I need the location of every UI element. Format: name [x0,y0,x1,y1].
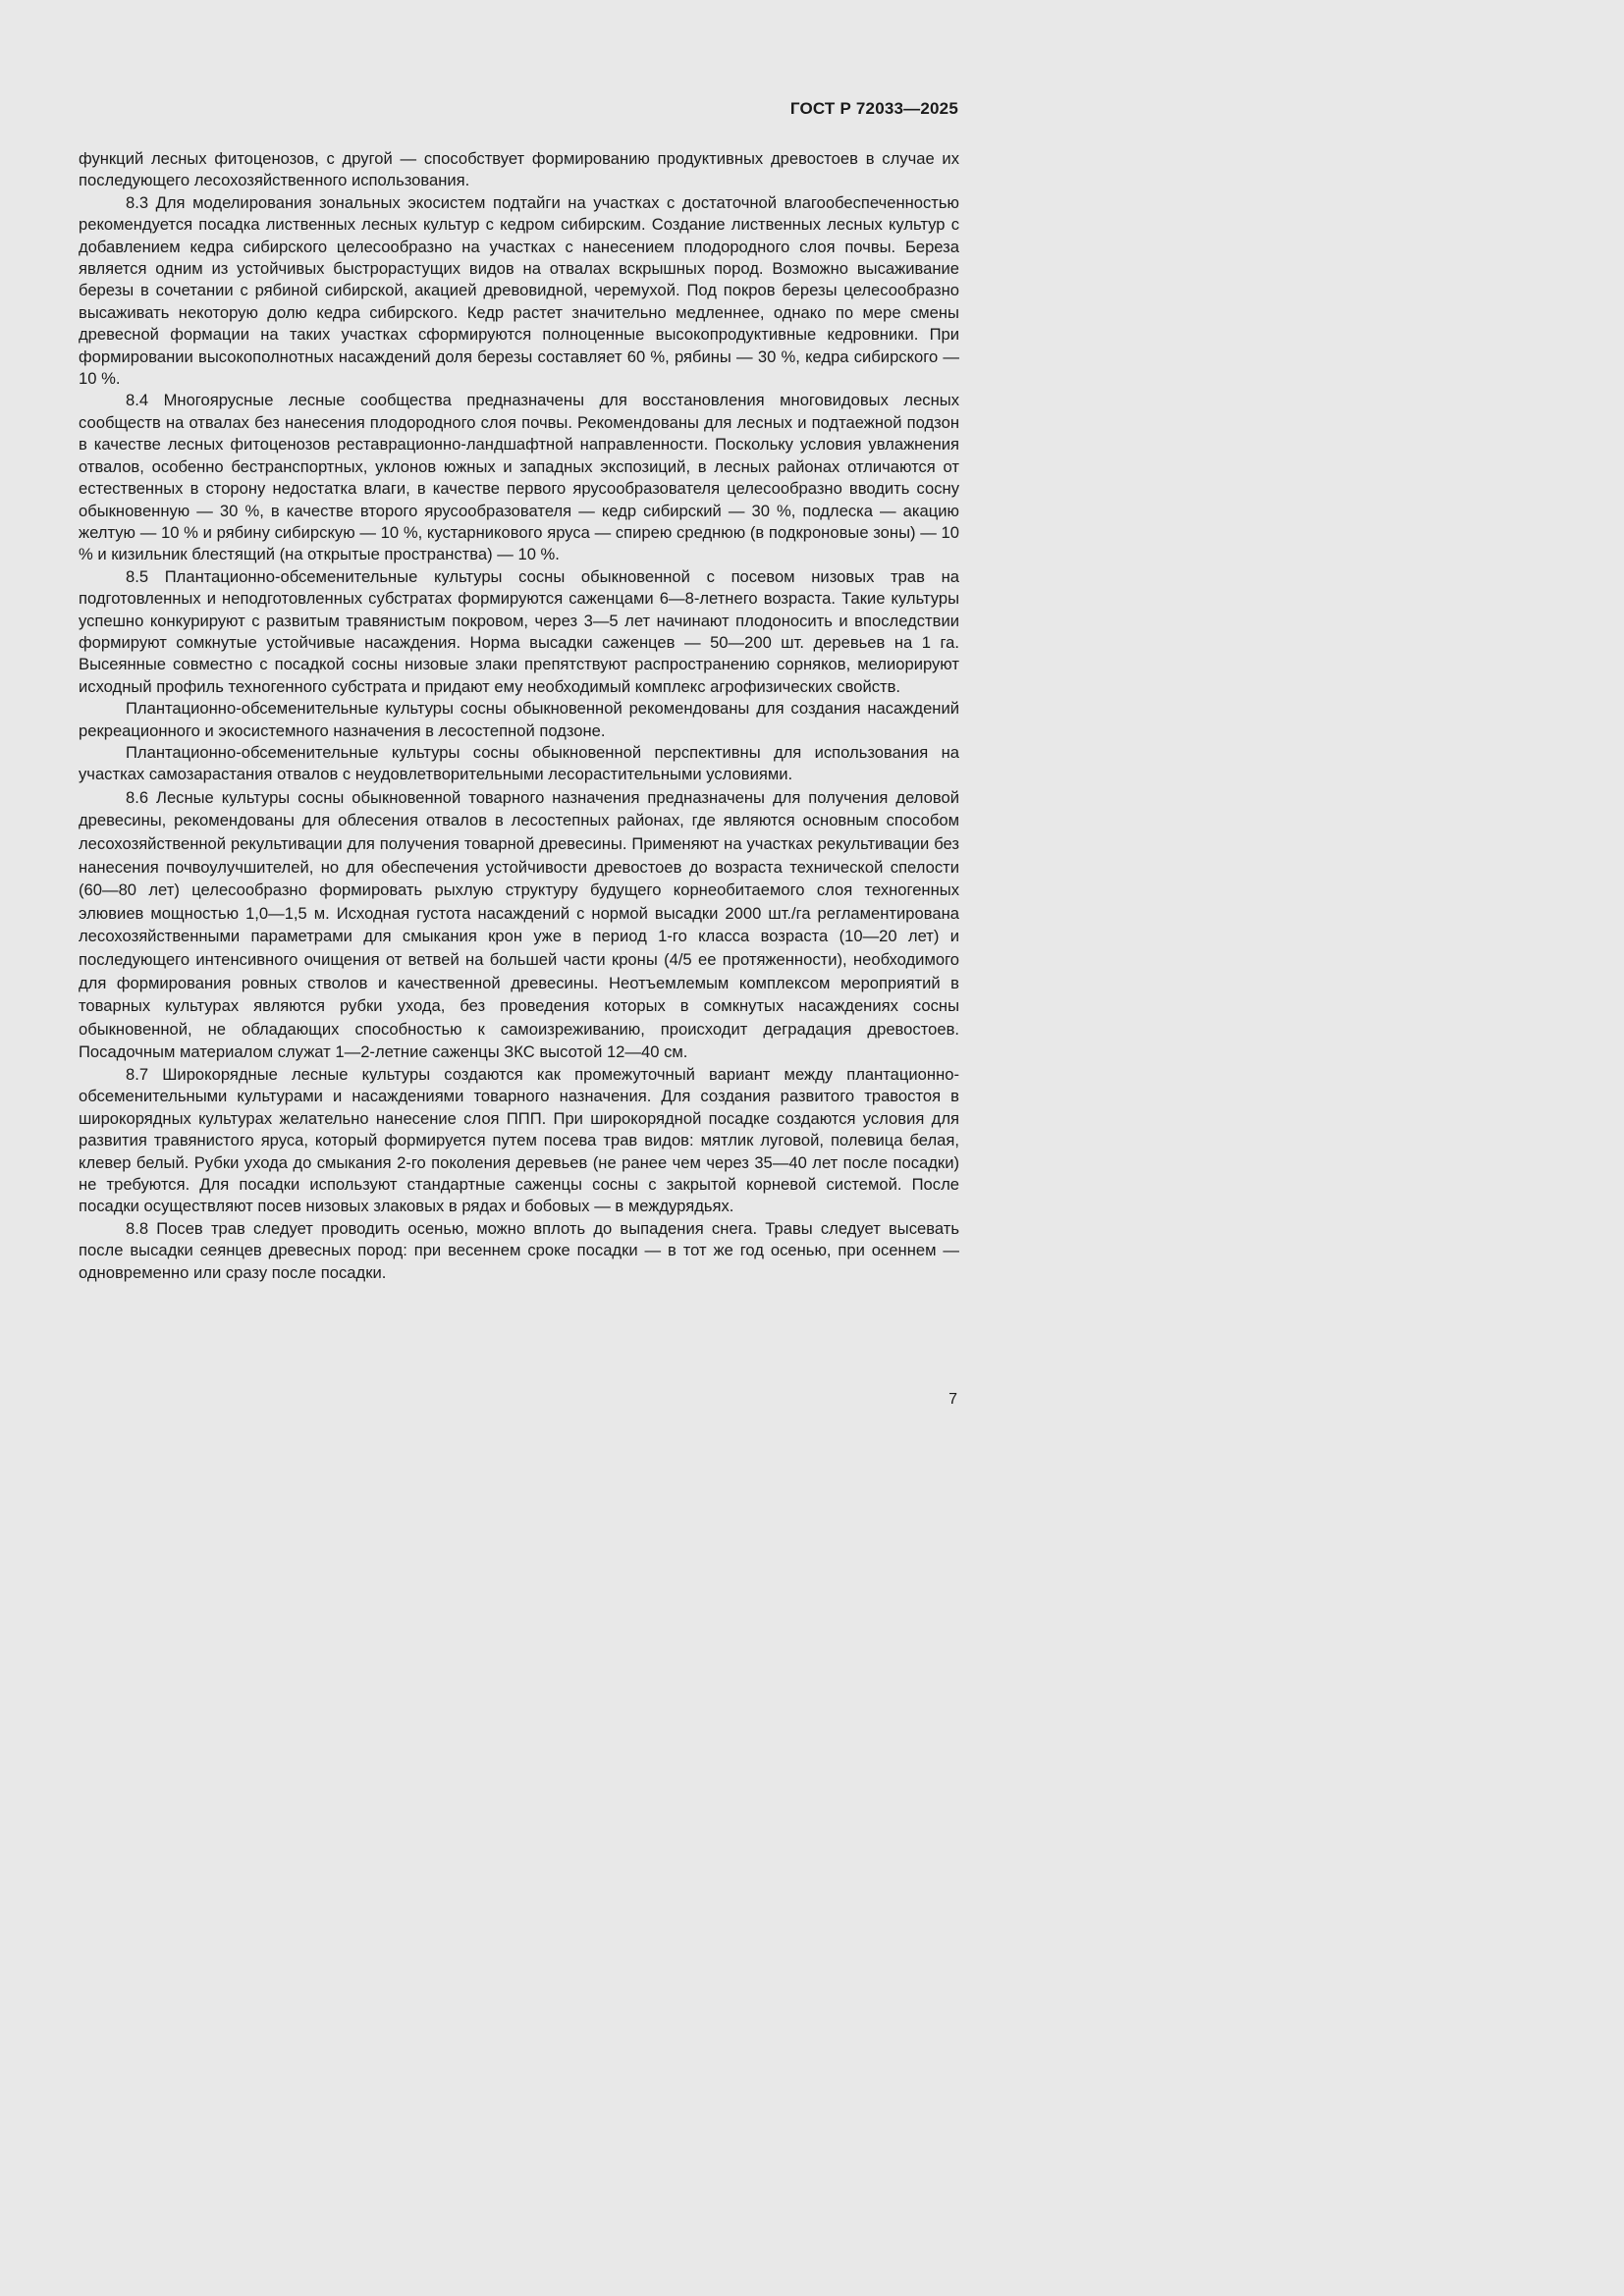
document-code-header: ГОСТ Р 72033—2025 [789,99,958,118]
paragraph-8-4: 8.4 Многоярусные лесные сообщества предназначены для восстановления многовидовых лесных сообществ на отвалах без нанесения плодородного слоя почвы. Рекомендованы для лесных и подтаежной подзон в качестве лесных фитоценозов реставрационно-ландшафтной направленности. Поскольку условия увлажнения отвалов, особенно бестранспортных, уклонов южных и западных экспозиций, в лесных районах отличаются от естественных в сторону недостатка влаги, в качестве первого ярусообразователя целесообразно вводить сосну обыкновенную — 30 %, в качестве второго ярусообразователя — кедр сибирский — 30 %, подлеска — акацию желтую — 10 % и рябину сибирскую — 10 %, кустарникового яруса — спирею среднюю (в подкроновые зоны) — 10 % и кизильник блестящий (на открытые пространства) — 10 %. [79,391,959,564]
paragraph-8-3: 8.3 Для моделирования зональных экосистем подтайги на участках с достаточной влагообеспеченностью рекомендуется посадка лиственных лесных культур с кедром сибирским. Создание лиственных лесных культур с добавлением кедра сибирского целесообразно на участках с нанесением плодородного слоя почвы. Береза является одним из устойчивых быстрорастущих видов на отвалах вскрышных пород. Возможно высаживание березы в сочетании с рябиной сибирской, акацией древовидной, черемухой. Под покров березы целесообразно высаживать некоторую долю кедра сибирского. Кедр растет значительно медленнее, однако по мере смены древесной формации на таких участках сформируются полноценные высокопродуктивные кедровники. При формировании высокополнотных насаждений доля березы составляет 60 %, рябины — 30 %, кедра сибирского — 10 %. [79,192,959,389]
paragraph-8-5-recreation: Плантационно-обсеменительные культуры сосны обыкновенной рекомендованы для создания насаждений рекреационного и экосистемного назначения в лесостепной подзоне. [79,699,959,740]
paragraph-8-8: 8.8 Посев трав следует проводить осенью, можно вплоть до выпадения снега. Травы следует высевать после высадки сеянцев древесных пород: при весеннем сроке посадки — в тот же год осенью, при осеннем — одновременно или сразу после посадки. [79,1218,959,1282]
paragraph-8-6: 8.6 Лесные культуры сосны обыкновенной товарного назначения предназначены для получения деловой древесины, рекомендованы для облесения отвалов в лесостепных районах, где являются основным способом лесохозяйственной рекультивации для получения товарной древесины. Применяют на участках рекультивации без нанесения почвоулучшителей, но для обеспечения устойчивости древостоев до возраста технической спелости (60—80 лет) целесообразно формировать рыхлую структуру будущего корнеобитаемого слоя техногенных элювиев мощностью 1,0—1,5 м. Исходная густота насаждений с нормой высадки 2000 шт./га регламентирована лесохозяйственными параметрами для смыкания крон уже в период 1-го класса возраста (10—20 лет) и последующего интенсивного очищения от ветвей на большей части кроны (4/5 ее протяженности), необходимого для формирования ровных стволов и качественной древесины. Неотъемлемым комплексом мероприятий в товарных культурах являются рубки ухода, без проведения которых в сомкнутых насаждениях сосны обыкновенной, не обладающих способностью к самоизреживанию, происходит деградация древостоев. Посадочным материалом служат 1—2-летние саженцы ЗКС высотой 12—40 см. [79,787,959,1062]
page-number: 7 [948,1391,957,1408]
paragraph-8-7: 8.7 Широкорядные лесные культуры создаются как промежуточный вариант между плантационно-обсеменительными культурами и насаждениями товарного назначения. Для создания развитого травостоя в широкорядных культурах желательно нанесение слоя ППП. При широкорядной посадке создаются условия для развития травянистого яруса, который формируется путем посева трав видов: мятлик луговой, полевица белая, клевер белый. Рубки ухода до смыкания 2-го поколения деревьев (не ранее чем через 35—40 лет после посадки) не требуются. Для посадки используют стандартные саженцы сосны с закрытой корневой системой. После посадки осуществляют посев низовых злаковых в рядах и бобовых — в междурядьях. [79,1064,959,1216]
paragraph-8-5-self-overgrowth: Плантационно-обсеменительные культуры сосны обыкновенной перспективны для использования на участках самозарастания отвалов с неудовлетворительными лесорастительными условиями. [79,742,959,784]
paragraph-continuation: функций лесных фитоценозов, с другой — способствует формированию продуктивных древостоев в случае их последующего лесохозяйственного использования. [79,149,959,190]
paragraph-8-5: 8.5 Плантационно-обсеменительные культуры сосны обыкновенной с посевом низовых трав на подготовленных и неподготовленных субстратах формируются саженцами 6—8-летнего возраста. Такие культуры успешно конкурируют с развитым травянистым покровом, через 3—5 лет начинают плодоносить и впоследствии формируют сомкнутые устойчивые насаждения. Норма высадки саженцев — 50—200 шт. деревьев на 1 га. Высеянные совместно с посадкой сосны низовые злаки препятствуют распространению сорняков, мелиорируют исходный профиль техногенного субстрата и придают ему необходимый комплекс агрофизических свойств. [79,566,959,696]
document-body [79,148,959,1284]
